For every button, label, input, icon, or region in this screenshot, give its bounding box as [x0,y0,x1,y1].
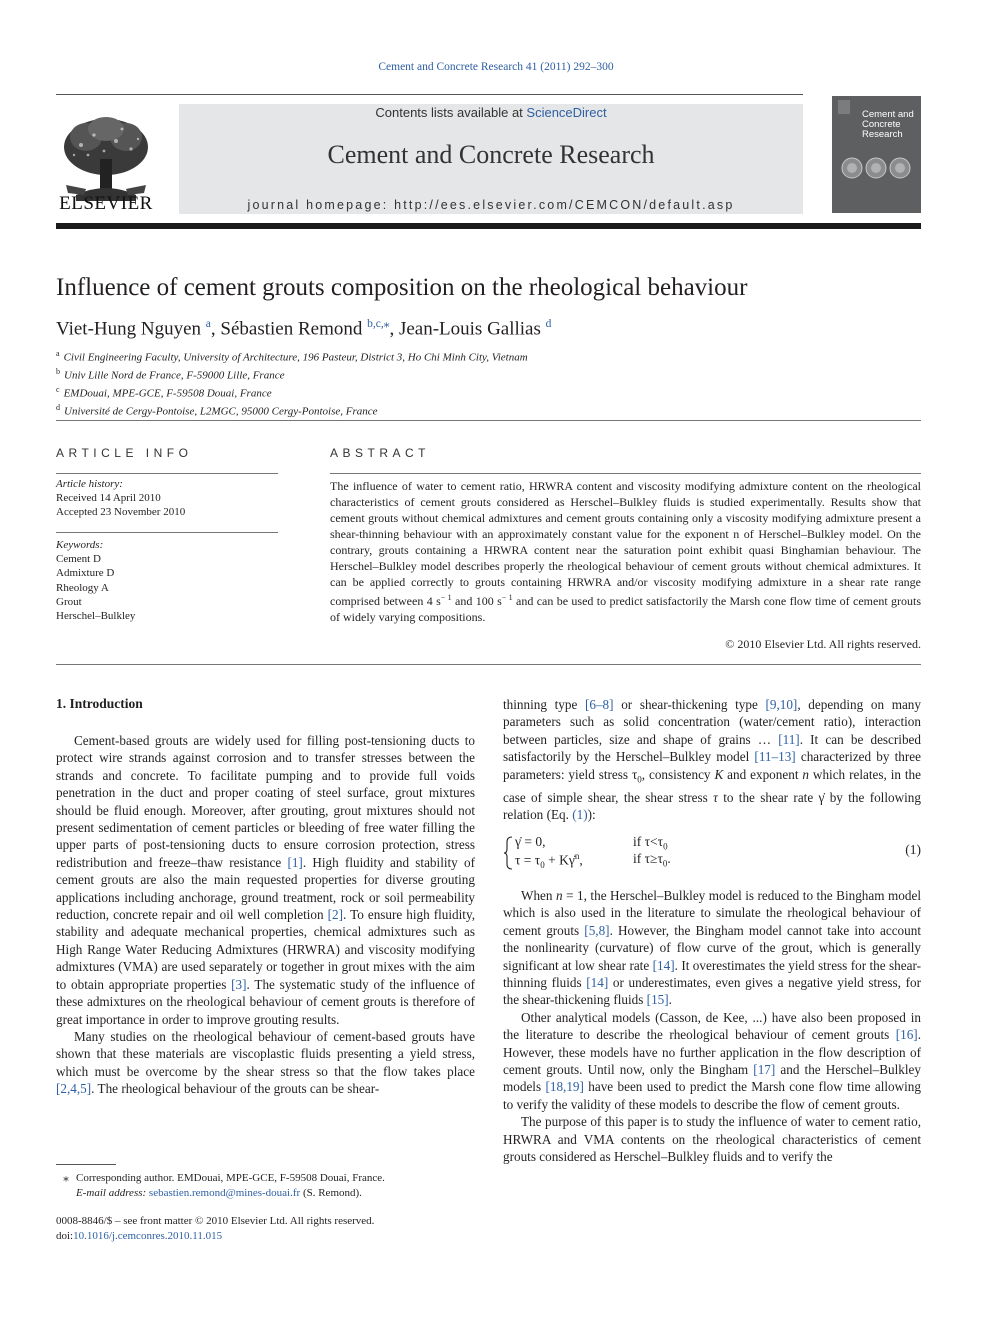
author-affil-mark[interactable]: b,c,⁎ [367,318,390,330]
history-label: Article history: [56,478,123,490]
divider [56,473,278,474]
paragraph: Cement-based grouts are widely used for filling post-tensioning ducts to protect wire strands against corrosion and to transfer stresses between the strands and concrete. To facilitate pumping and to provide full voids penetration in the duct and proper coating of steel surface, grout mixtures should be fluid enough. Moreover, after grouting, grout mixtures should not present sedimentation of cement particles or bleeding of free water filling the upper parts of post-tensioning ducts to ensure corrosion protection, stress redistribution and freeze–thaw resistance [1]. High fluidity and stability of cement grouts are also the main requested properties for diverse grouting applications including anchorage, ground treatment, rock or soil permeability reduction, concrete repair and oil well completion [2]. To ensure high fluidity, stability and adequate mechanical properties, chemical admixtures such as High Range Water Reducing Admixtures (HRWRA) and viscosity modifying admixtures (VMA) are used separately or together in grout mixes with the aim to obtain appropriate properties [3]. The systematic study of the influence of these admixtures on the rheological behaviour of cement grouts is therefore of great importance in order to improve grouting results. [56,733,476,1027]
top-rule [56,94,803,95]
article-title: Influence of cement grouts composition on the rheological behaviour [56,274,748,301]
affiliation: $^b$ Univ Lille Nord de France, F-59000 Lille, France [56,367,285,382]
citation-link[interactable]: [17] [753,1062,776,1078]
doi-line: doi:10.1016/j.cemconres.2010.11.015 [56,1229,223,1242]
author-affil-mark[interactable]: a [205,318,211,330]
journal-homepage[interactable]: journal homepage: http://ees.elsevier.com/CEMCON/default.asp [247,198,735,212]
article-history [56,477,185,520]
affiliation: $^d$ Université de Cergy-Pontoise, L2MGC, 95000 Cergy-Pontoise, France [56,403,378,419]
body-column-right-continued [503,887,921,1166]
cover-title-line-1: Cement and [862,109,914,120]
cover-title-line-3: Research [862,129,903,140]
citation-link[interactable]: [14] [586,975,609,991]
keyword: Rheology A [56,581,109,594]
author-list: Viet-Hung Nguyen $^a$, Sébastien Remond $^{b,c,⁎}$, Jean-Louis Gallias $^d$ [56,318,552,340]
paragraph: Many studies on the rheological behaviour of cement-based grouts have shown that these materials are viscoplastic fluids presenting a yield stress, which must be overcome by the shear stress so that the flow takes place [2,4,5]. The rheological behaviour of the grouts can be shear- [56,1028,475,1097]
issn-line: 0008-8846/$ – see front matter © 2010 Elsevier Ltd. All rights reserved. [56,1215,375,1227]
header-thick-rule [56,223,921,229]
accepted-date: Accepted 23 November 2010 [56,506,186,519]
equation-condition-2: if $\tau\ge\tau_0$. [633,851,671,869]
affiliations [56,347,528,420]
paragraph: The purpose of this paper is to study the influence of water to cement ratio, HRWRA and VMA contents on the rheological characteristics of cement grouts considered as Herschel–Bulkley fluids and to verify the [503,1114,921,1165]
paragraph: thinning type [6–8] or shear-thickening type [9,10], depending on many parameters such as solid concentration (water/cement ratio), interaction between particles, size and shape of grains … [11]. It can be described satisfactorily by the Herschel–Bulkley model [11–13] characterized by three parameters: yield stress $\tau_0$, consistency K and exponent n which relates, in the case of simple shear, the shear stress τ to the shear rate γ̇ by the following relation (Eq. (1)): [503,697,922,823]
author-affil-mark[interactable]: d [545,318,552,330]
author-name[interactable]: Sébastien Remond [220,318,363,340]
keyword: Admixture D [56,567,115,580]
copyright: © 2010 Elsevier Ltd. All rights reserved. [725,637,921,651]
affiliation: $^c$ EMDouai, MPE-GCE, F-59508 Douai, France [56,385,272,400]
citation-link[interactable]: [5,8] [584,922,610,938]
author-name[interactable]: Viet-Hung Nguyen [56,318,202,340]
keyword: Cement D [56,553,101,566]
section-heading-introduction: 1. Introduction [56,696,143,711]
footnote-rule [56,1164,116,1165]
citation-link[interactable]: [9,10] [765,697,798,712]
doi-link[interactable]: 10.1016/j.cemconres.2010.11.015 [73,1229,223,1242]
keyword: Grout [56,595,82,608]
sciencedirect-link[interactable]: ScienceDirect [526,105,607,120]
keywords [56,538,135,623]
brace-icon [503,836,513,870]
citation-link[interactable]: [15] [646,992,669,1008]
equation-1 [503,834,921,872]
divider [56,420,921,421]
keywords-label: Keywords: [56,539,104,551]
equation-number: (1) [905,842,921,857]
citation-link[interactable]: [3] [231,976,247,992]
citation-link[interactable]: [11] [778,731,800,747]
paragraph: When n = 1, the Herschel–Bulkley model is reduced to the Bingham model which is also used in the literature to simulate the rheological behaviour of cement grouts [5,8]. However, the Bingham model cannot take into account the nonlinearity (curvature) of flow curve of the grout, which is generally significant at low shear rate [14]. It overestimates the yield stress for the shear-thinning fluids [14] or underestimates, even gives a negative yield stress, for the shear-thickening fluids [15]. [503,888,921,1008]
corresponding-author-footnote: ⁎ Corresponding author. EMDouai, MPE-GCE, F-59508 Douai, France. E-mail address: sebastien.remond@mines-douai.fr (S. Remond). [63,1172,385,1199]
cover-title [862,110,921,140]
email-link[interactable]: sebastien.remond@mines-douai.fr [148,1186,301,1199]
body-column-left [56,732,475,1098]
citation-link[interactable]: [2,4,5] [56,1081,92,1097]
contents-line [179,105,803,120]
abstract-text: The influence of water to cement ratio, HRWRA content and viscosity modifying admixture content on the rheological characteristics of cement grouts considered as Herschel–Bulkley fluids is studied experimentally. Results show that cement grouts without chemical admixtures and cement grouts containing only a viscosity modifying admixture present a shear-thinning behaviour with an approximately constant value for the exponent n of Herschel–Bulkley model. On the contrary, grouts containing a HRWRA content near the saturation point exhibit quasi Binghamian behaviour. The Herschel–Bulkley model describes properly the rheological behaviour of cement grouts without chemical admixtures. It can be applied correctly to grouts containing HRWRA and/or viscosity modifying admixture in a shear rate range comprised between 4 $s^{- 1}$ and 100 $s^{- 1}$ and can be used to predict satisfactorily the Marsh cone flow time of cement grouts of widely varying compositions. [330,479,922,624]
cover-title-line-2: Concrete [862,119,901,130]
citation-link[interactable]: [11–13] [754,749,796,765]
equation-link[interactable]: (1) [572,807,588,823]
citation-link[interactable]: [6–8] [584,697,614,712]
body-column-right [503,696,921,823]
citation-link[interactable]: [1] [287,854,303,870]
author-name[interactable]: Jean-Louis Gallias [398,318,541,340]
abstract-heading: ABSTRACT [330,446,431,460]
front-matter [56,1214,374,1243]
divider [56,664,921,665]
equation-line-2: $\tau = \tau_0$ + Kγ̇$^n$, [515,851,583,871]
paragraph: Other analytical models (Casson, de Kee, ...) have also been proposed in the literature to describe the rheological behaviour of cement grouts [16]. However, these models have no further application in the flow description of cement grouts. Until now, only the Bingham [17] and the Herschel–Bulkley models [18,19] have been used to predict the Marsh cone flow time allowing to verify the validity of these models to describe the flow of cement grouts. [503,1009,921,1112]
equation-line-1: γ̇ = 0, [515,834,546,849]
citation-link[interactable]: [14] [652,957,675,973]
divider [330,473,921,474]
affiliation: $^a$ Civil Engineering Faculty, University of Architecture, 196 Pasteur, District 3, Ho Chi Minh City, Vietnam [56,349,528,364]
equation-condition-1: if $\tau<\tau_0$ [633,834,668,852]
journal-title: Cement and Concrete Research [327,140,655,169]
publisher-name: ELSEVIER [59,193,153,214]
citation-link[interactable]: [18,19] [545,1079,584,1095]
divider [56,532,278,533]
contents-prefix: Contents lists available at [375,105,527,120]
journal-reference[interactable]: Cement and Concrete Research 41 (2011) 292–300 [378,61,614,73]
received-date: Received 14 April 2010 [56,492,161,505]
article-info-heading: ARTICLE INFO [56,446,193,460]
keyword: Herschel–Bulkley [56,610,136,623]
citation-link[interactable]: [16] [895,1027,918,1043]
citation-link[interactable]: [2] [327,907,344,923]
